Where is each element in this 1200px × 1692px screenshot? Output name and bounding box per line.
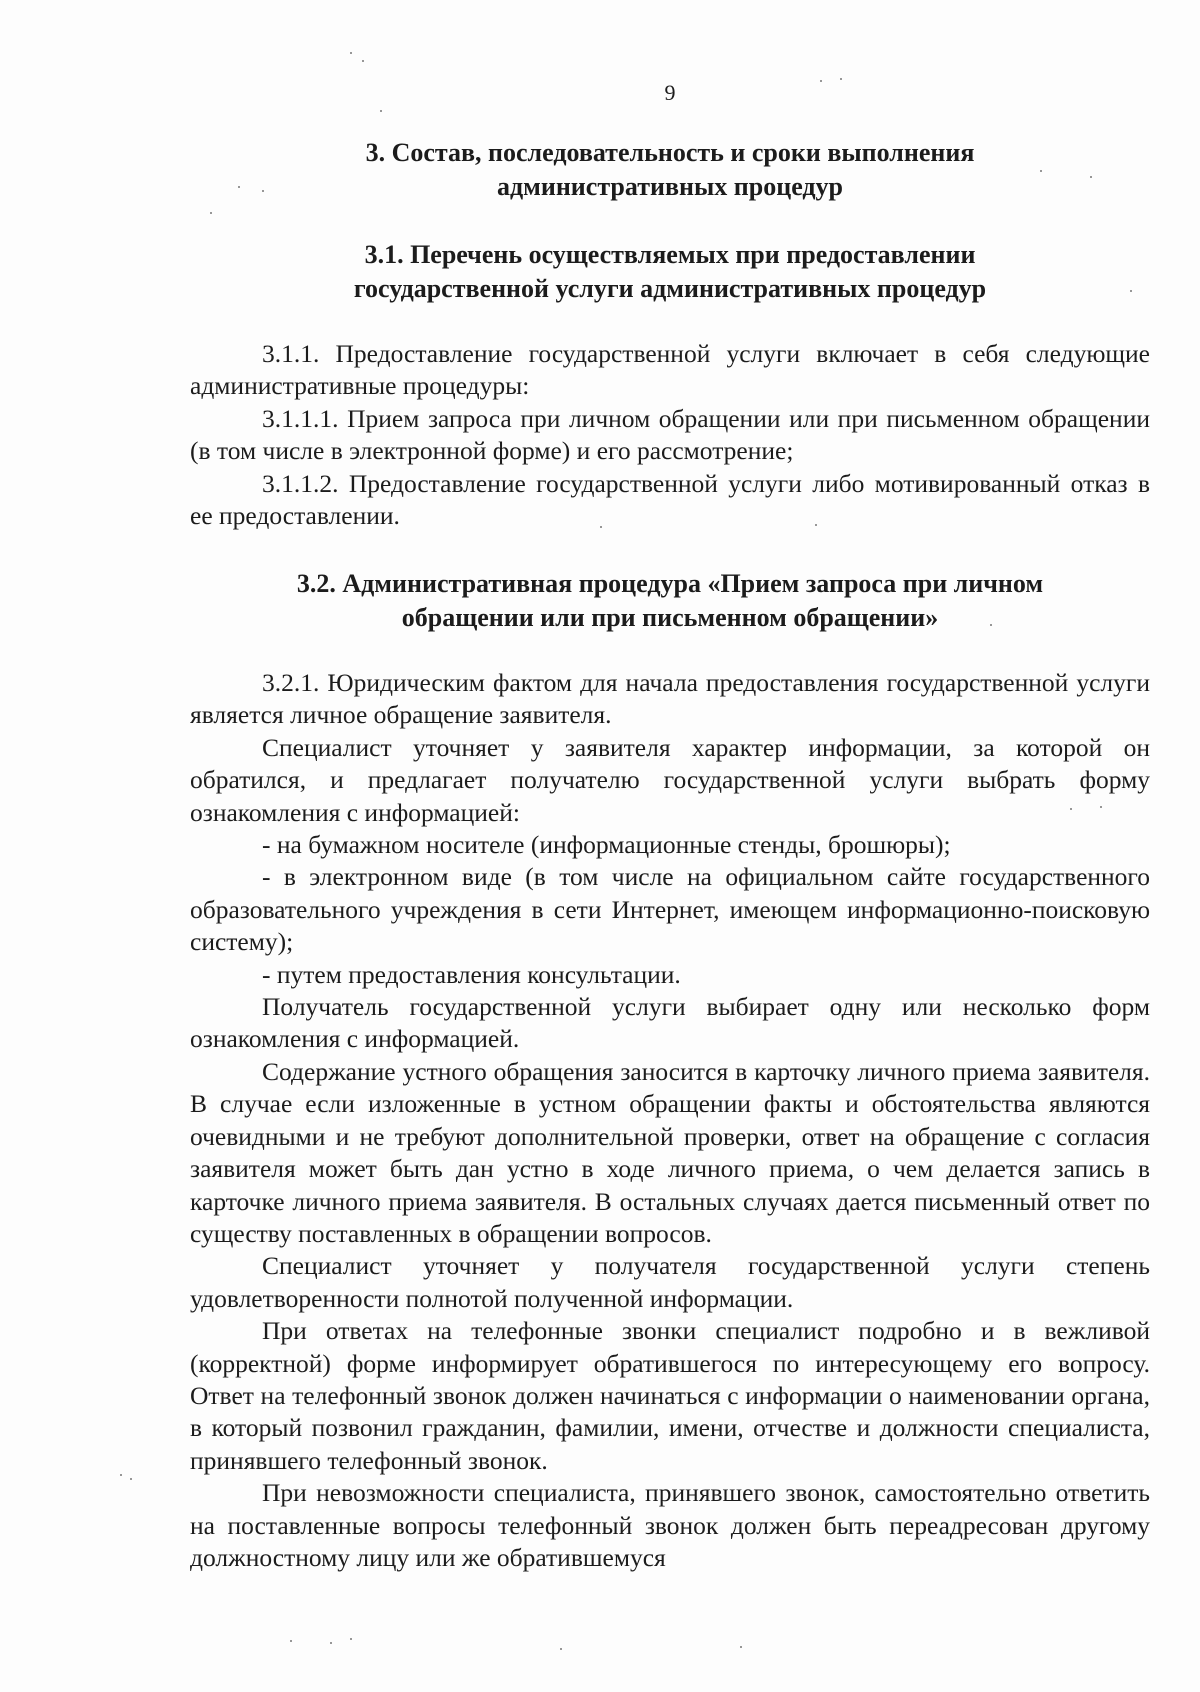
list-item: - на бумажном носителе (информационные стенды, брошюры); [262,830,951,860]
section-3-heading [190,136,1150,204]
paragraph: 3.1.1.2. Предоставление государственной услуги либо мотивированный отказ в ее предоставлении. [190,468,1150,531]
heading-line: 3.1. Перечень осуществляемых при предоставлении [364,240,976,269]
scan-speck [380,110,382,112]
list-item: - путем предоставления консультации. [262,959,681,989]
paragraph: Содержание устного обращения заносится в карточку личного приема заявителя. В случае если изложенные в устном обращении факты и обстоятельства являются очевидными и не требуют дополнительной проверки, ответ на обращение с согласия заявителя может быть дан устно в ходе личного приема, о чем делается запись в карточке личного приема заявителя. В остальных случаях дается письменный ответ по существу поставленных в обращении вопросов. [190,1056,1150,1248]
paragraph: При ответах на телефонные звонки специалист подробно и в вежливой (корректной) форме информирует обратившегося по интересующему его вопросу. Ответ на телефонный звонок должен начинаться с информации о наименовании органа, в который позвонил гражданин, фамилии, имени, отчестве и должности специалиста, принявшего телефонный звонок. [190,1316,1150,1475]
scan-speck [1130,290,1132,292]
scan-speck [120,1474,122,1476]
scan-speck [1090,176,1092,178]
scan-speck [815,524,817,526]
section-3-2-heading [190,567,1150,635]
scan-speck [350,1638,352,1640]
scan-speck [560,1648,562,1650]
paragraph: 3.2.1. Юридическим фактом для начала предоставления государственной услуги является личное обращение заявителя. [190,668,1150,730]
section-3-1-heading [190,238,1150,306]
heading-line: государственной услуги административных процедур [353,274,987,303]
scan-speck [740,1646,742,1648]
heading-line: административных процедур [496,172,844,201]
scan-speck [1100,806,1102,808]
paragraph: Специалист уточняет у получателя государственной услуги степень удовлетворенности полнотой полученной информации. [190,1251,1150,1313]
scan-speck [362,60,364,62]
scan-speck [262,190,264,192]
list-item: - в электронном виде (в том числе на официальном сайте государственного образовательного учреждения в сети Интернет, имеющем информационно-поисковую систему); [190,862,1150,957]
heading-line: 3.2. Административная процедура «Прием запроса при личном [296,569,1044,598]
section-3-2-body [190,667,1150,1574]
scan-speck [820,80,822,82]
scan-speck [290,1640,292,1642]
scan-speck [1070,808,1072,810]
scan-speck [330,1642,332,1644]
paragraph: 3.1.1.1. Прием запроса при личном обращении или при письменном обращении (в том числе в электронной форме) и его рассмотрение; [190,403,1150,466]
section-3-1-body [190,338,1150,532]
paragraph: Специалист уточняет у заявителя характер информации, за которой он обратился, и предлагает получателю государственной услуги выбрать форму ознакомления с информацией: [190,732,1150,827]
heading-line: обращении или при письменном обращении» [401,603,939,632]
scan-speck [840,78,842,80]
scan-speck [600,526,602,528]
heading-line: 3. Состав, последовательность и сроки выполнения [365,138,975,167]
scan-speck [210,212,212,214]
paragraph: Получатель государственной услуги выбирает одну или несколько форм ознакомления с информацией. [190,992,1150,1054]
scan-speck [350,52,352,54]
scan-speck [238,186,240,188]
paragraph: При невозможности специалиста, принявшего звонок, самостоятельно ответить на поставленные вопросы телефонный звонок должен быть переадресован другому должностному лицу или же обратившемуся [190,1478,1150,1572]
paragraph: 3.1.1. Предоставление государственной услуги включает в себя следующие административные процедуры: [190,339,1150,401]
scan-speck [990,624,992,626]
page-number: 9 [664,80,676,105]
scan-speck [130,1478,132,1480]
scan-speck [1040,170,1042,172]
